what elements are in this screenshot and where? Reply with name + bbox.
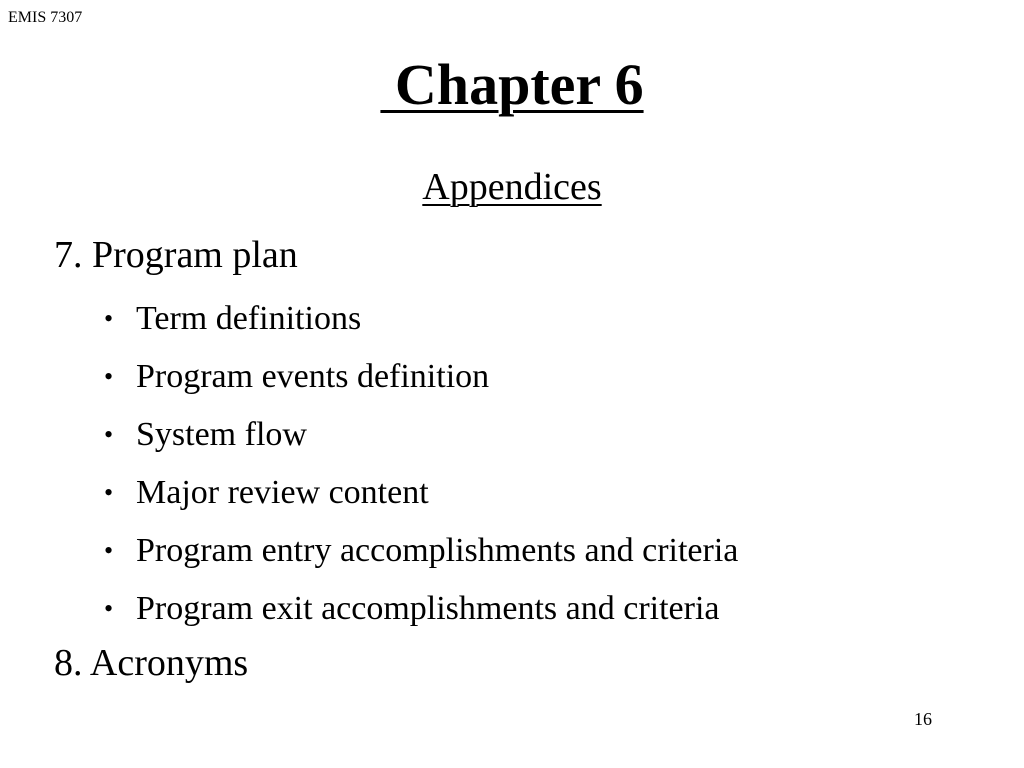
bullet-icon: •: [104, 304, 114, 333]
list-item-text: Term definitions: [136, 300, 362, 337]
bullet-icon: •: [104, 478, 114, 507]
bullet-icon: •: [104, 536, 114, 565]
list-item-text: Program events definition: [136, 358, 490, 395]
list-item-text: System flow: [136, 416, 307, 453]
section-heading-acronyms: 8. Acronyms: [54, 642, 249, 684]
bullet-icon: •: [104, 362, 114, 391]
list-item: [104, 464, 738, 522]
list-item-text: Major review content: [136, 474, 429, 511]
course-label: EMIS 7307: [8, 9, 83, 26]
list-item: [104, 580, 738, 638]
slide-title-text: Chapter 6: [380, 52, 644, 117]
list-item-text: Program exit accomplishments and criteria: [136, 590, 720, 627]
section-heading-program-plan: 7. Program plan: [54, 234, 298, 276]
slide-title: [0, 50, 1024, 120]
bullet-icon: •: [104, 420, 114, 449]
list-item: [104, 348, 738, 406]
list-item: [104, 522, 738, 580]
list-item: [104, 290, 738, 348]
list-item-text: Program entry accomplishments and criteria: [136, 532, 739, 569]
page-number: 16: [914, 709, 932, 729]
list-item: [104, 406, 738, 464]
slide-subtitle-text: Appendices: [422, 166, 602, 208]
bullet-list: [104, 290, 738, 638]
slide-subtitle: [0, 164, 1024, 210]
bullet-icon: •: [104, 594, 114, 623]
